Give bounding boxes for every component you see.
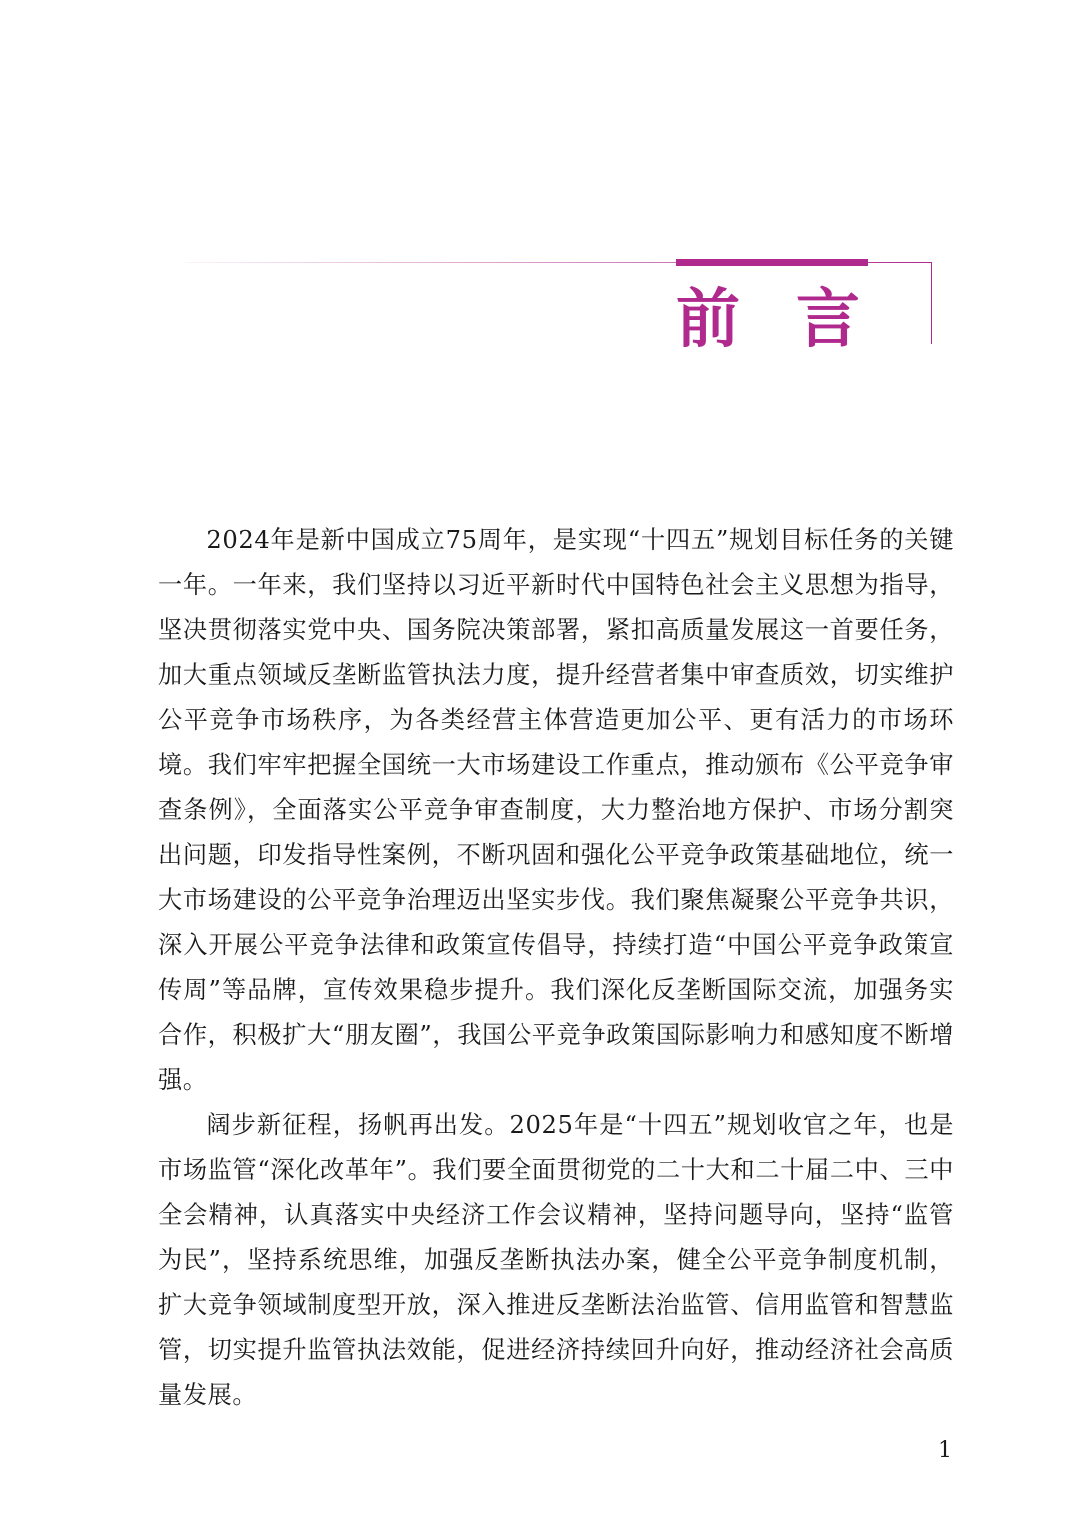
preface-body xyxy=(158,518,954,1418)
page-number: 1 xyxy=(938,1438,952,1463)
header-accent-bar xyxy=(676,259,868,266)
header-vertical-rule xyxy=(931,262,932,344)
paragraph: 2024年是新中国成立75周年，是实现“十四五”规划目标任务的关键一年。一年来，我们坚持以习近平新时代中国特色社会主义思想为指导，坚决贯彻落实党中央、国务院决策部署，紧扣高质量发展这一首要任务，加大重点领域反垄断监管执法力度，提升经营者集中审查质效，切实维护公平竞争市场秩序，为各类经营主体营造更加公平、更有活力的市场环境。我们牢牢把握全国统一大市场建设工作重点，推动颁布《公平竞争审查条例》，全面落实公平竞争审查制度，大力整治地方保护、市场分割突出问题，印发指导性案例，不断巩固和强化公平竞争政策基础地位，统一大市场建设的公平竞争治理迈出坚实步伐。我们聚焦凝聚公平竞争共识，深入开展公平竞争法律和政策宣传倡导，持续打造“中国公平竞争政策宣传周”等品牌，宣传效果稳步提升。我们深化反垄断国际交流，加强务实合作，积极扩大“朋友圈”，我国公平竞争政策国际影响力和感知度不断增强。 xyxy=(158,526,954,1094)
page-title: 前言 xyxy=(676,283,916,357)
paragraph: 阔步新征程，扬帆再出发。2025年是“十四五”规划收官之年，也是市场监管“深化改革年”。我们要全面贯彻党的二十大和二十届二中、三中全会精神，认真落实中央经济工作会议精神，坚持问题导向，坚持“监管为民”，坚持系统思维，加强反垄断执法办案，健全公平竞争制度机制，扩大竞争领域制度型开放，深入推进反垄断法治监管、信用监管和智慧监管，切实提升监管执法效能，促进经济持续回升向好，推动经济社会高质量发展。 xyxy=(158,1111,954,1409)
